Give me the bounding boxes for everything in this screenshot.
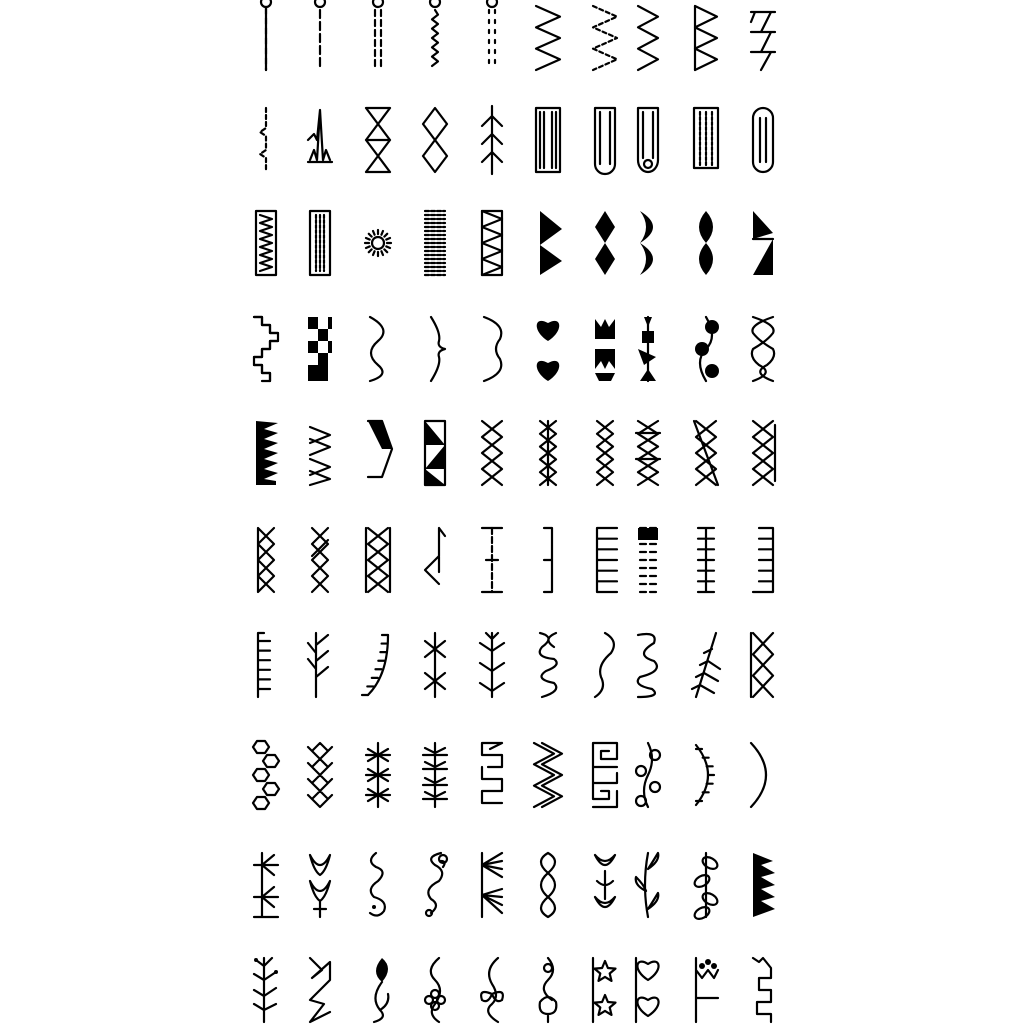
leaf-pair-icon [693,853,720,921]
comb-right-icon [753,528,773,592]
star-chain-icon [638,317,656,381]
bow-loop-icon [481,958,503,1022]
straight-left-icon [261,0,271,70]
diamond-braid-icon [308,743,332,807]
zigzag-icon [536,6,560,70]
checker-icon [308,317,332,381]
darning-straight-icon [310,211,330,275]
tree-icon [254,958,278,1022]
darning-zigzag-icon [256,211,276,275]
hourglass-icon [425,421,445,485]
heart-icon [636,958,659,1022]
comb-solid-icon [638,528,658,592]
honeycomb-icon [253,741,279,809]
serrated-icon [753,853,775,917]
buttonhole-square-icon [536,108,560,172]
cross-stitch-slant-icon [694,421,718,485]
twist-rope-icon [752,317,774,381]
greek-key-icon [593,743,617,807]
buttonhole-stretch-icon [694,108,718,168]
bead-chain-icon [695,317,719,381]
leaf-bud-icon [374,958,388,1022]
zigzag-double-icon [534,743,562,807]
snowflake-branch-icon [480,633,504,697]
s-wave-icon [595,633,614,697]
buttonhole-keyhole-icon [638,108,658,172]
stretch-blind-hem-icon [308,110,332,162]
tulip-icon [595,855,615,907]
arc-ticks-right-icon [696,745,714,805]
meander-icon [638,634,657,697]
cross-stitch-double-icon [540,421,556,485]
greek-scroll-icon [482,743,502,803]
cross-stitch-wide-icon [636,421,660,485]
arrow-chain-icon [310,427,330,485]
solid-diamond-icon [595,211,615,275]
leaf-vine-icon [636,853,659,917]
step-zigzag-icon [254,317,278,381]
satin-zigzag-icon [638,6,658,70]
arrow-branch-icon [254,853,278,917]
mountain-zigzag-icon [310,958,330,1022]
blind-hem-icon [260,108,266,172]
figure-eight-icon [541,853,555,917]
solid-triangle-icon [540,211,562,275]
eyelet-icon [365,230,391,256]
scallop-icon [484,317,501,381]
diagonal-dash-icon [751,12,775,70]
curl-icon [370,853,385,916]
dotted-zigzag-icon [593,6,617,70]
i-beam-icon [482,528,502,592]
flower-loop-icon [425,958,445,1022]
x-mesh-right-icon [312,528,328,592]
scroll-icon [426,853,447,916]
cross-stitch-icon [482,421,502,485]
x-ladder-icon [366,108,390,172]
buttonhole-bar-icon [753,108,773,172]
x-mesh-left-icon [258,528,274,592]
fringe-icon [256,421,278,485]
crown-chain-icon [595,319,615,381]
twig-icon [308,633,328,697]
stretch-straight-icon [430,0,440,66]
heart-chain-icon [537,321,560,381]
chevron-bar-icon [368,421,392,477]
vine-loop-icon [636,743,660,807]
snowflake-chain-icon [423,743,447,807]
cross-stitch-offset-icon [753,421,775,485]
diamond-lattice-icon [423,108,447,172]
asterisk-chain-icon [366,743,390,807]
fan-icon [482,853,502,917]
arc-ticks-icon [362,635,388,695]
basting-icon [487,0,497,70]
bracket-icon [544,528,552,592]
comb-icon [597,528,617,592]
bartack-zigzag-icon [482,211,502,275]
straight-center-icon [315,0,325,70]
herringbone-icon [692,633,720,697]
castle-icon [753,958,771,1022]
bell-flower-icon [540,958,557,1022]
brace-icon [431,317,445,381]
triple-straight-icon [373,0,383,70]
star-cross-icon [425,633,445,697]
serpentine-icon [540,633,557,697]
crown-icon [696,958,718,1022]
cross-stitch-shift-icon [597,421,613,485]
triangle-zigzag-icon [695,6,717,70]
solid-leaf-icon [699,211,713,275]
star-icon [593,958,616,1022]
buttonhole-round-icon [595,108,615,174]
bartack-dense-icon [425,211,445,275]
ladder-icon [698,528,714,592]
x-mesh-full-icon [366,528,390,592]
feather-icon [482,106,502,174]
wave-icon [370,317,383,381]
spine-left-icon [258,633,270,697]
lotus-icon [310,855,330,917]
thin-arc-icon [751,743,766,807]
x-zigzag-icon [751,633,773,697]
branch-icon [425,528,445,584]
solid-wedge-icon [753,211,773,275]
solid-scallop-icon [640,211,653,275]
